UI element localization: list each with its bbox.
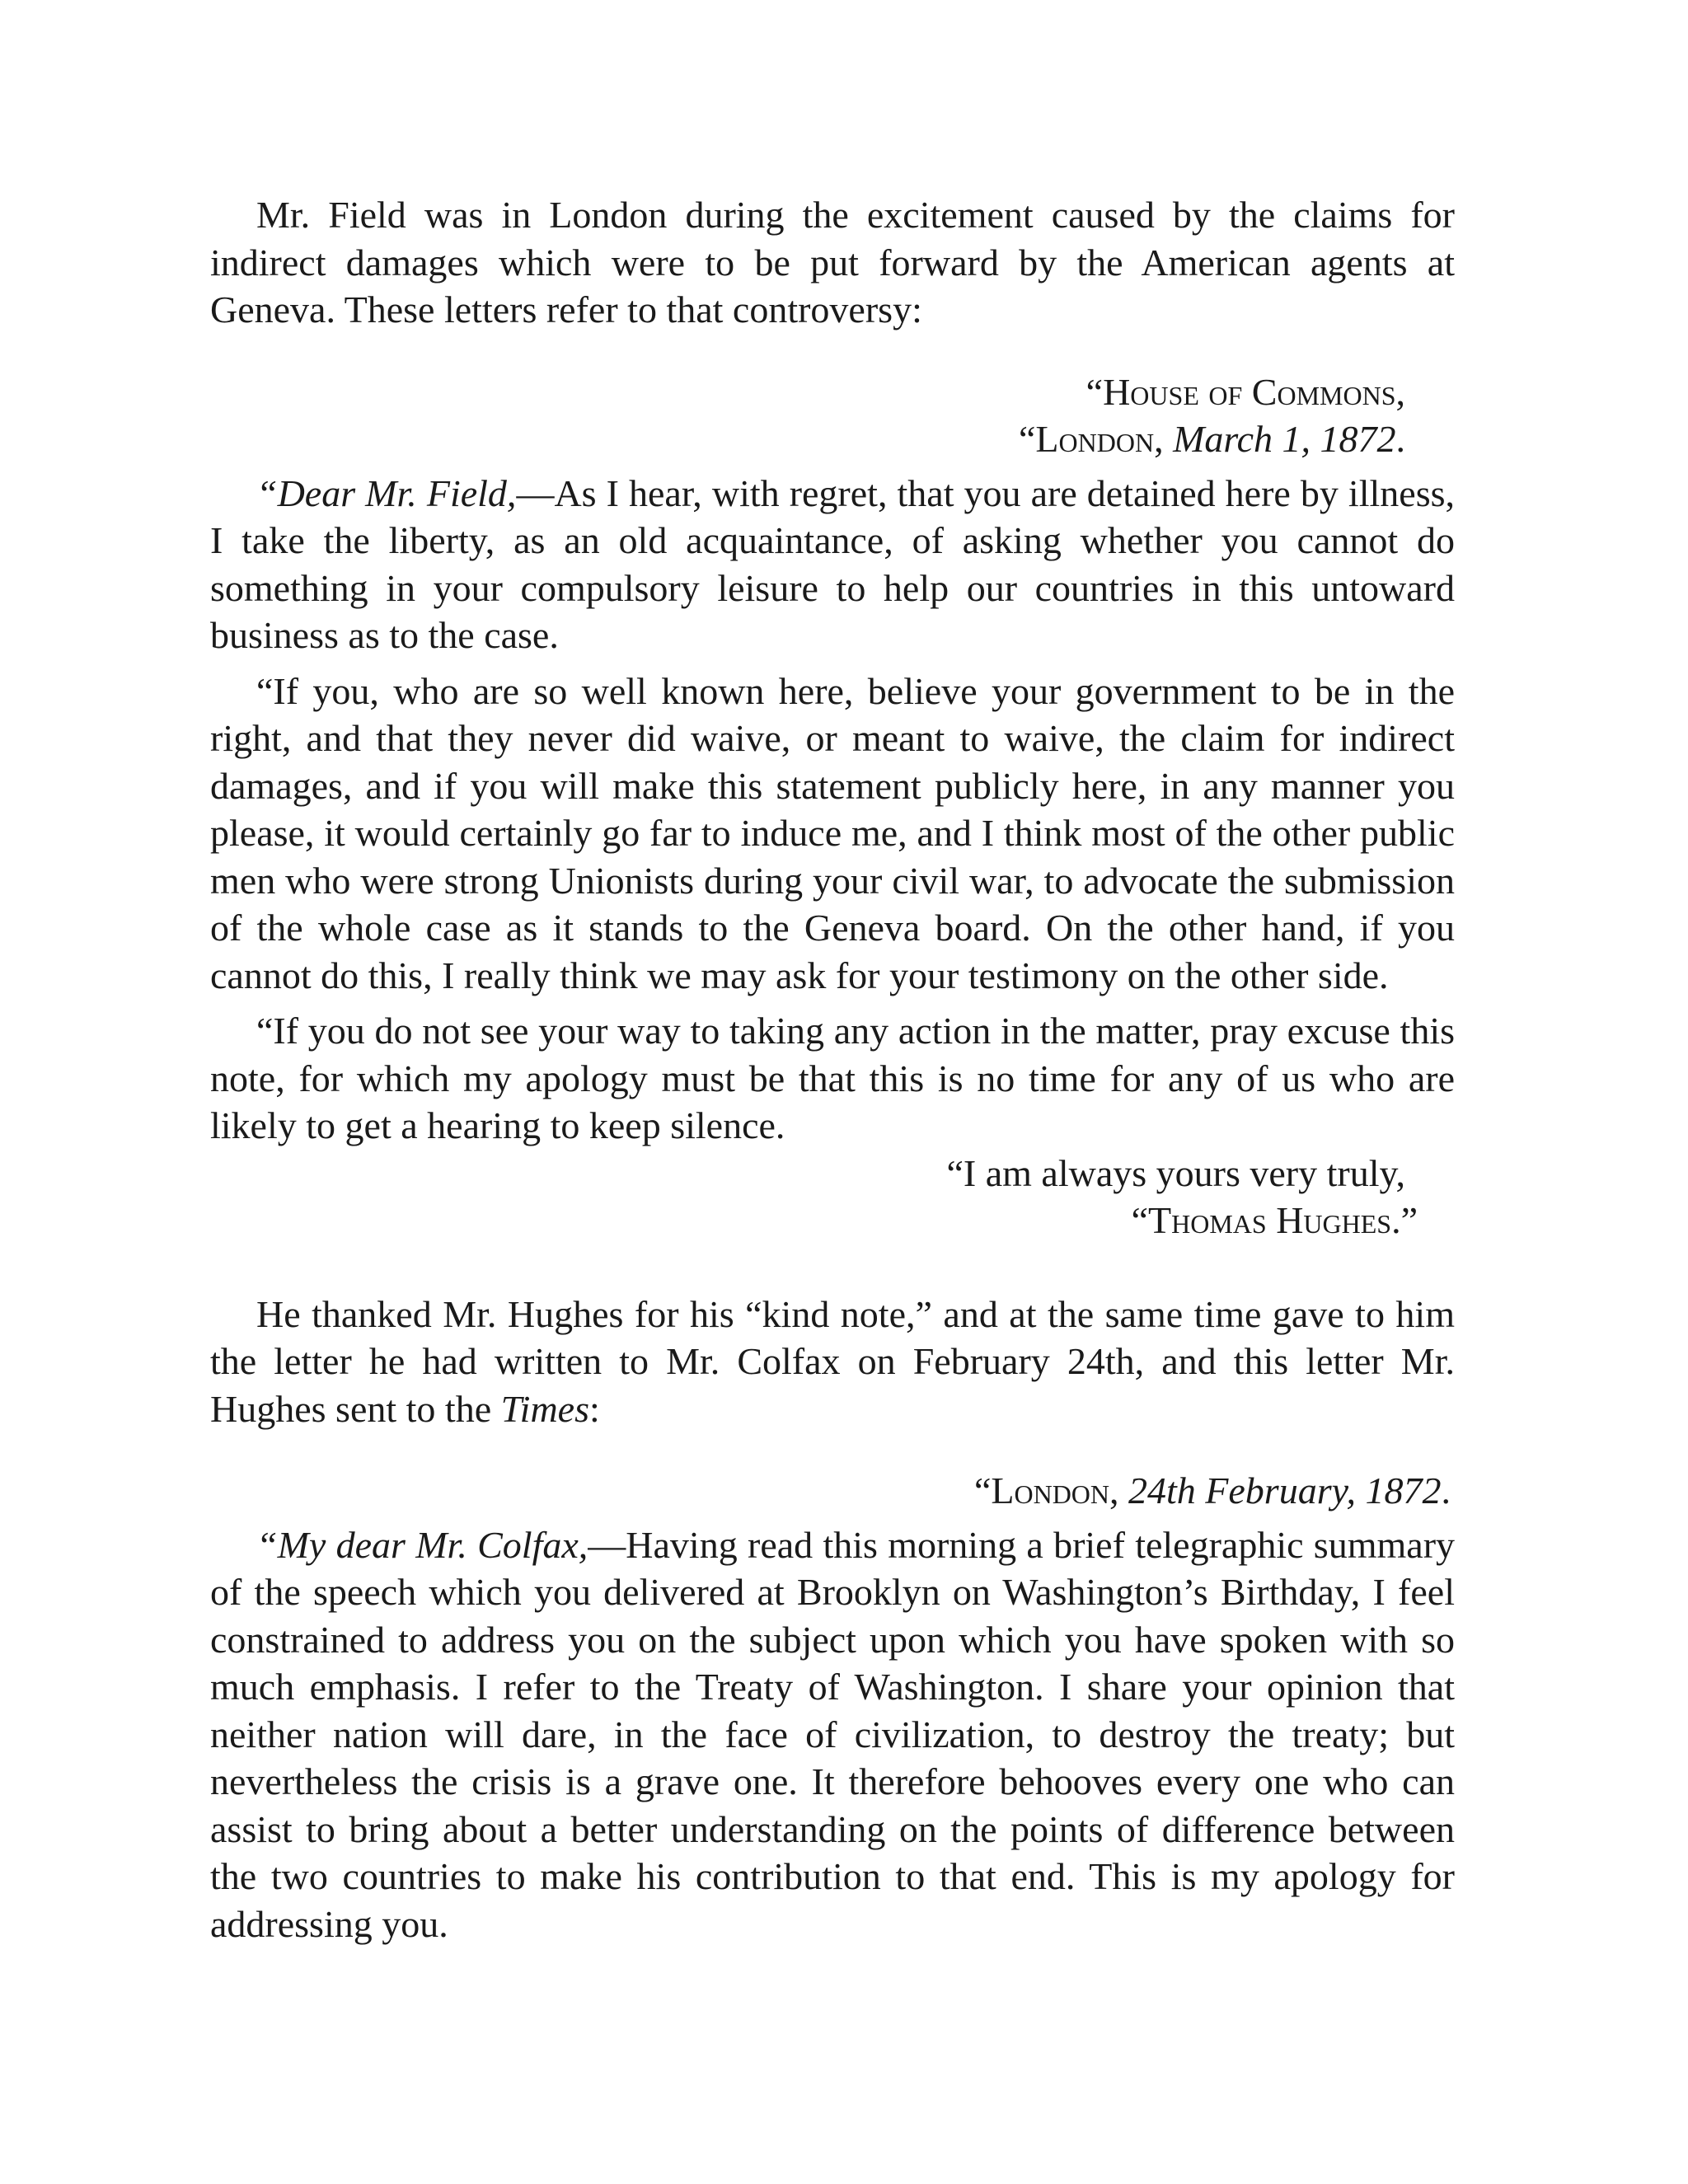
letter2-paragraph-1: [210, 1521, 1455, 1948]
intro-paragraph: Mr. Field was in London during the excitement caused by the claims for indirect damages which were to be put forward by the American agents at Geneva. These letters refer to that controversy:: [210, 194, 1455, 330]
letter2-date-period: .: [1441, 1469, 1451, 1511]
letter2-salutation: “My dear Mr. Colfax,: [256, 1523, 588, 1566]
letter1-date-period: .: [1395, 418, 1405, 460]
bridge-colon: :: [589, 1387, 600, 1430]
book-page: [210, 191, 1455, 1947]
letter1-place: “London,: [1019, 418, 1164, 460]
letter1-closing: “I am always yours very truly,: [946, 1151, 1405, 1194]
letter2-place: “London,: [973, 1469, 1119, 1511]
letter2-heading: [210, 1467, 1455, 1515]
bridge-text: He thanked Mr. Hughes for his “kind note,” and at the same time gave to him the letter he had written to Mr. Colfax on February 24th, and this letter Mr. Hughes sent to the: [210, 1292, 1455, 1430]
letter2-date: 24th February, 1872: [1128, 1469, 1442, 1511]
letter1-date: March 1, 1872: [1173, 418, 1396, 460]
letter1-heading-line2: [210, 415, 1455, 463]
letter1-paragraph-2: “If you, who are so well known here, believe your government to be in the right, and that they never did waive, or meant to waive, the claim for indirect damages, and if you will make this statement publicly here, in any manner you please, it would certainly go far to induce me, and I think most of the other public men who were strong Unionists during your civil war, to advocate the submission of the whole case as it stands to the Geneva board. On the other hand, if you cannot do this, I really think we may ask for your testimony on the other side.: [210, 669, 1455, 996]
letter1-signature: “Thomas Hughes.”: [1131, 1199, 1418, 1241]
letter1-heading-line1: “House of Commons,: [1085, 370, 1405, 413]
letter1-paragraph-1-text: —As I hear, with regret, that you are detained here by illness, I take the liberty, as an old acquaintance, of asking whether you cannot do something in your compulsory leisure to help our countries in this untoward business as to the case.: [210, 471, 1455, 656]
letter1-paragraph-1: [210, 470, 1455, 659]
times-title: Times: [500, 1387, 589, 1430]
letter1-salutation: “Dear Mr. Field,: [256, 471, 517, 514]
bridge-paragraph: [210, 1291, 1455, 1433]
letter1-paragraph-3: “If you do not see your way to taking any action in the matter, pray excuse this note, for which my apology must be that this is no time for any of us who are likely to get a hearing to keep silence.: [210, 1010, 1455, 1146]
letter2-paragraph-1-text: —Having read this morning a brief telegraphic summary of the speech which you delivered at Brooklyn on Washington’s Birthday, I feel constrained to address you on the subject upon which you have spoken with so much emphasis. I refer to the Treaty of Washington. I share your opinion that neither nation will dare, in the face of civilization, to destroy the treaty; but nevertheless the crisis is a grave one. It therefore behooves every one who can assist to bring about a better understanding on the points of difference between the two countries to make his contribution to that end. This is my apology for addressing you.: [210, 1523, 1456, 1945]
